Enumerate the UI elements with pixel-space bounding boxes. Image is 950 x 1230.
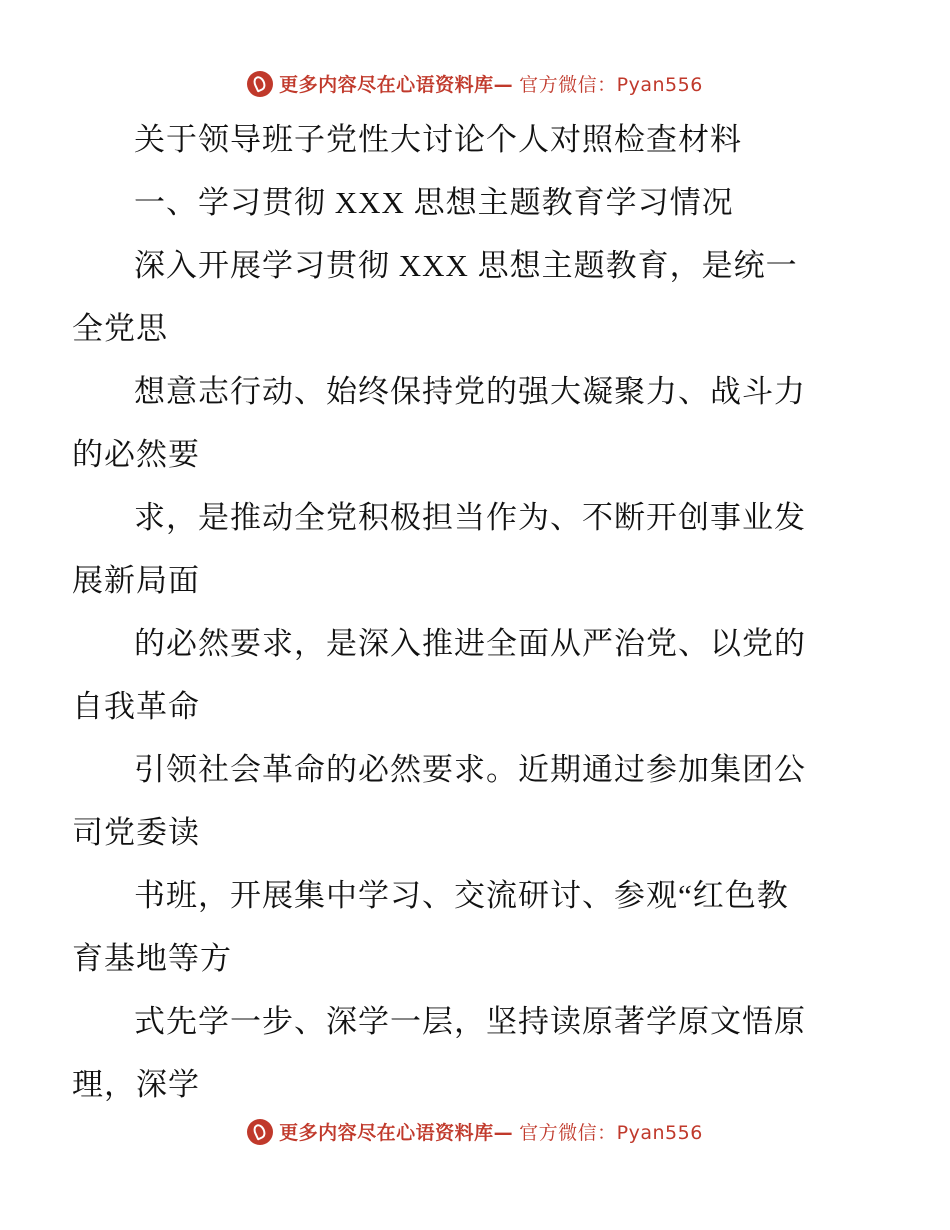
paragraph-line-6-second: 育基地等方 (72, 941, 232, 976)
paragraph-line-4-first: 的必然要求，是深入推进全面从严治党、以党的 (134, 626, 806, 661)
watermark-main-text: 更多内容尽在心语资料库— (279, 1122, 514, 1144)
paragraph-line-6-first: 书班，开展集中学习、交流研讨、参观“红色教 (134, 878, 789, 913)
document-title: 关于领导班子党性大讨论个人对照检查材料 (134, 122, 742, 157)
paragraph-line-4-second: 自我革命 (72, 689, 200, 724)
paragraph-line-1-second: 全党思 (72, 311, 168, 346)
paragraph-line-7-first: 式先学一步、深学一层，坚持读原著学原文悟原 (134, 1004, 806, 1039)
section-heading: 一、学习贯彻 XXX 思想主题教育学习情况 (134, 185, 734, 220)
paragraph-line-3-first: 求，是推动全党积极担当作为、不断开创事业发 (134, 500, 806, 535)
feather-logo-icon (247, 1119, 273, 1145)
paragraph-line-5-first: 引领社会革命的必然要求。近期通过参加集团公 (134, 752, 806, 787)
watermark-sub-text: 官方微信：Pyan556 (519, 74, 703, 96)
document-body (72, 108, 884, 1116)
paragraph-line-1-first: 深入开展学习贯彻 XXX 思想主题教育，是统一 (134, 248, 798, 283)
paragraph-line-7-second: 理，深学 (72, 1067, 200, 1102)
paragraph-line-3-second: 展新局面 (72, 563, 200, 598)
watermark-sub-text: 官方微信：Pyan556 (519, 1122, 703, 1144)
paragraph-line-5-second: 司党委读 (72, 815, 200, 850)
watermark-main-text: 更多内容尽在心语资料库— (279, 74, 514, 96)
watermark-banner-bottom (0, 1118, 950, 1145)
watermark-banner-top (0, 70, 950, 97)
paragraph-line-2-first: 想意志行动、始终保持党的强大凝聚力、战斗力 (134, 374, 806, 409)
paragraph-line-2-second: 的必然要 (72, 437, 200, 472)
feather-logo-icon (247, 71, 273, 97)
